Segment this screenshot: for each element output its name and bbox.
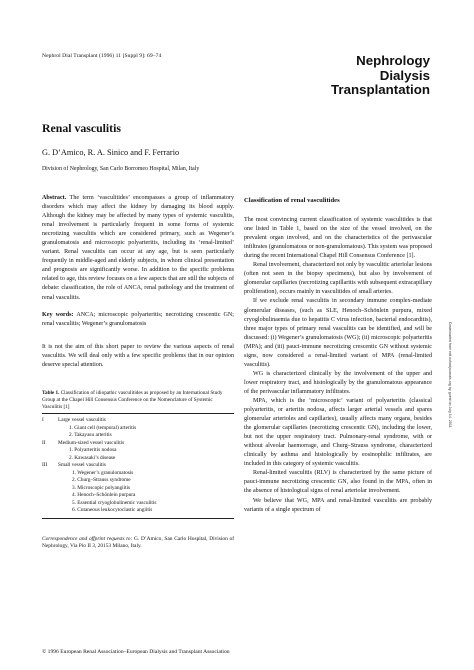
table-row-number xyxy=(42,447,58,455)
table-row-text: 1. Wegener’s granulomatosis xyxy=(72,469,134,476)
table-row xyxy=(42,417,234,425)
table-row xyxy=(42,455,234,463)
keywords-text: ANCA; microscopic polyarteritis; necrotizing crescentic GN; renal vasculitis; Wegener’s granulomatosis xyxy=(42,311,234,327)
table-row-text: 5. Essential cryoglobulinemic vasculitis xyxy=(72,499,157,506)
download-watermark: Downloaded from ndt.oxfordjournals.org by guest on July 14, 2011 xyxy=(448,322,452,428)
table-row-number: II xyxy=(42,439,46,446)
table-row-text: 4. Henoch–Schönlein purpura xyxy=(72,492,136,499)
classification-table xyxy=(42,390,234,519)
table-row-text: 2. Kawasaki’s disease xyxy=(69,454,116,461)
table-row-number xyxy=(42,425,58,433)
table-row xyxy=(42,507,234,515)
table-row-text: Large vessel vasculitis xyxy=(58,417,106,424)
table-row-number xyxy=(42,492,58,500)
body-paragraph: MPA, which is the ‘microscopic’ variant of polyarteritis (classical polyarteritis, or arteritis nodosa, affects larger arterial vessels and spares glomerular arterioles and capillaries), usually affects many organs, besides the glomerular capillaries (necrotizing crescentic GN), including the lower, but not the upper respiratory tract. Pulmonary-renal syndrome, with or without alveolar haemorrage, and Churg–Strauss syndrome, characterized clinically by asthma and histologically by eosinophilic infiltrates, are included in this category of systemic vasculitis. xyxy=(244,397,432,468)
table-row xyxy=(42,485,234,493)
section-heading: Classification of renal vasculitides xyxy=(244,197,340,204)
table-row xyxy=(42,500,234,508)
table-row-text: 2. Churg–Strauss syndrome xyxy=(72,477,131,484)
table-row-text: 6. Cutaneous leukocytoclastic angiitis xyxy=(72,507,153,514)
correspondence-label: Correspondence and offprint requests to: xyxy=(42,535,133,542)
article-affiliation: Division of Nephrology, San Carlo Borromeo Hospital, Milan, Italy xyxy=(42,166,200,172)
abstract-text: The term ‘vasculitides’ encompasses a group of inflammatory disorders which may affect the kidney by damaging its blood supply. Although the kidney may be affected by many types of systemic vasculitis, renal involvement is particularly frequent in some forms of systemic necrotizing vasculitis which are considered primary, such as Wegener’s granulomatosis and microscopic polyarteritis, including its ‘renal-limited’ variant. Renal vasculitis can occur at any age, but is seen particularly frequently in middle-aged and elderly subjects, in whom clinical presentation and prognosis are significantly worse. In addition to the specific problems related to age, this review focuses on a few aspects that are still the subjects of debate: classification, the role of ANCA, renal pathology and the treatment of renal vasculitis. xyxy=(42,195,234,301)
left-column xyxy=(42,194,234,550)
table-row-number xyxy=(42,455,58,463)
table-row-number xyxy=(42,432,58,440)
table-row-number xyxy=(42,485,58,493)
journal-title-line: Transplantation xyxy=(331,82,430,97)
body-paragraph: The most convincing current classification of systemic vasculitides is that one listed in Table 1, based on the size of the vessel involved, on the prevalent organ involved, and on the characteristics of the perivascular infiltrates (granulomatous or non-granulomatous). This system was proposed during the recent International Chapel Hill Consensus Conference [1]. xyxy=(244,217,432,260)
journal-title-line: Dialysis xyxy=(379,67,430,83)
correspondence-note xyxy=(42,536,234,550)
table-row-number xyxy=(42,507,58,515)
article-title: Renal vasculitis xyxy=(42,121,121,135)
table-row-text: Medium-sized vessel vasculitis xyxy=(58,439,125,446)
table-row-text: Small vessel vasculitis xyxy=(58,462,106,469)
body-paragraph: Renal-limited vasculitis (RLV) is characterized by the same picture of pauci-immune necrotizing crescentic GN, also found in the MPA, often in the absence of histological signs of renal arteriolar involvement. xyxy=(244,470,432,495)
table-row-number xyxy=(42,470,58,478)
right-column xyxy=(244,196,432,515)
journal-title-line: Nephrology xyxy=(356,53,430,68)
body-paragraph: Renal involvement, characterized not only by vasculitic arteriolar lesions (often not seen in the biopsy specimens), but also by involvement of glomerular capillaries (necrotizing capillaritis with subsequent extracapillary proliferation), occurs mainly in vasculitides of small arteries. xyxy=(244,262,432,296)
table-caption xyxy=(42,390,234,412)
table-row-number xyxy=(42,500,58,508)
table-row xyxy=(42,477,234,485)
abstract xyxy=(42,194,234,303)
table-row-text: 1. Polyarteritis nodosa xyxy=(69,447,117,454)
body-paragraph: We believe that WG, MPA and renal-limited vasculitis are probably variants of a single spectrum of xyxy=(244,497,432,513)
body-paragraph: WG is characterized clinically by the involvement of the upper and lower respiratory tract, and histologically by the granulomatous appearance of the perivascular inflammatory infiltrates. xyxy=(244,370,432,395)
journal-citation: Nephrol Dial Transplant (1996) 11 [Suppl 9]: 69–74 xyxy=(42,53,162,59)
table-bottom-rule xyxy=(42,518,234,519)
table-row xyxy=(42,440,234,448)
correspondence-text: G. D’Amico, San Carlo Hospital, Division of Nephrology, Via Pio II 3, 20153 Milano, Italy. xyxy=(42,535,234,550)
table-row xyxy=(42,432,234,440)
keywords-label: Key words: xyxy=(42,311,74,318)
table-row xyxy=(42,470,234,478)
table-row-number xyxy=(42,477,58,485)
table-caption-text: Classification of idiopathic vasculitides as proposed by an International Study Group at the Chapel Hill Consensus Conference on the Nomenclature of Systemic Vasculitis [1] xyxy=(42,389,223,411)
abstract-label: Abstract. xyxy=(42,195,67,201)
table-row xyxy=(42,462,234,470)
table-row xyxy=(42,447,234,455)
table-row-text: 1. Giant cell (temporal) arteritis xyxy=(69,424,137,431)
table-row-number: I xyxy=(42,417,44,424)
article-authors: G. D’Amico, R. A. Sinico and F. Ferrario xyxy=(42,148,180,157)
table-row xyxy=(42,425,234,433)
table-caption-label: Table 1. xyxy=(42,389,60,396)
journal-title xyxy=(331,54,430,98)
intro-paragraph: It is not the aim of this short paper to review the various aspects of renal vasculitis. We will deal only with a few specific problems that in our opinion deserve special attention. xyxy=(42,343,234,368)
table-row-number: III xyxy=(42,462,48,469)
body-paragraph: If we exclude renal vasculitis in secondary immune complex-mediate glomerular diseases, (such as SLE, Henoch–Schönlein purpura, mixed cryoglobulinaemia due to hepatitis C virus infection, bacterial endocarditis), three major types of primary renal vasculitis can be identified, and will be discussed: (i) Wegener’s granulomatosis (WG); (ii) microscopic polyarteritis (MPA); and (iii) pauci-immune necrotizing crescentic GN without systemic signs, now considered a renal-limited variant of MPA (renal-limited vasculitis). xyxy=(244,298,432,368)
table-row-text: 2. Takayasu arteritis xyxy=(69,432,112,439)
table-top-rule xyxy=(42,413,234,414)
copyright-line: © 1996 European Renal Association–European Dialysis and Transplant Association xyxy=(42,649,230,655)
table-row-text: 3. Microscopic polyangiitis xyxy=(72,484,131,491)
table-row xyxy=(42,492,234,500)
keywords xyxy=(42,311,234,329)
